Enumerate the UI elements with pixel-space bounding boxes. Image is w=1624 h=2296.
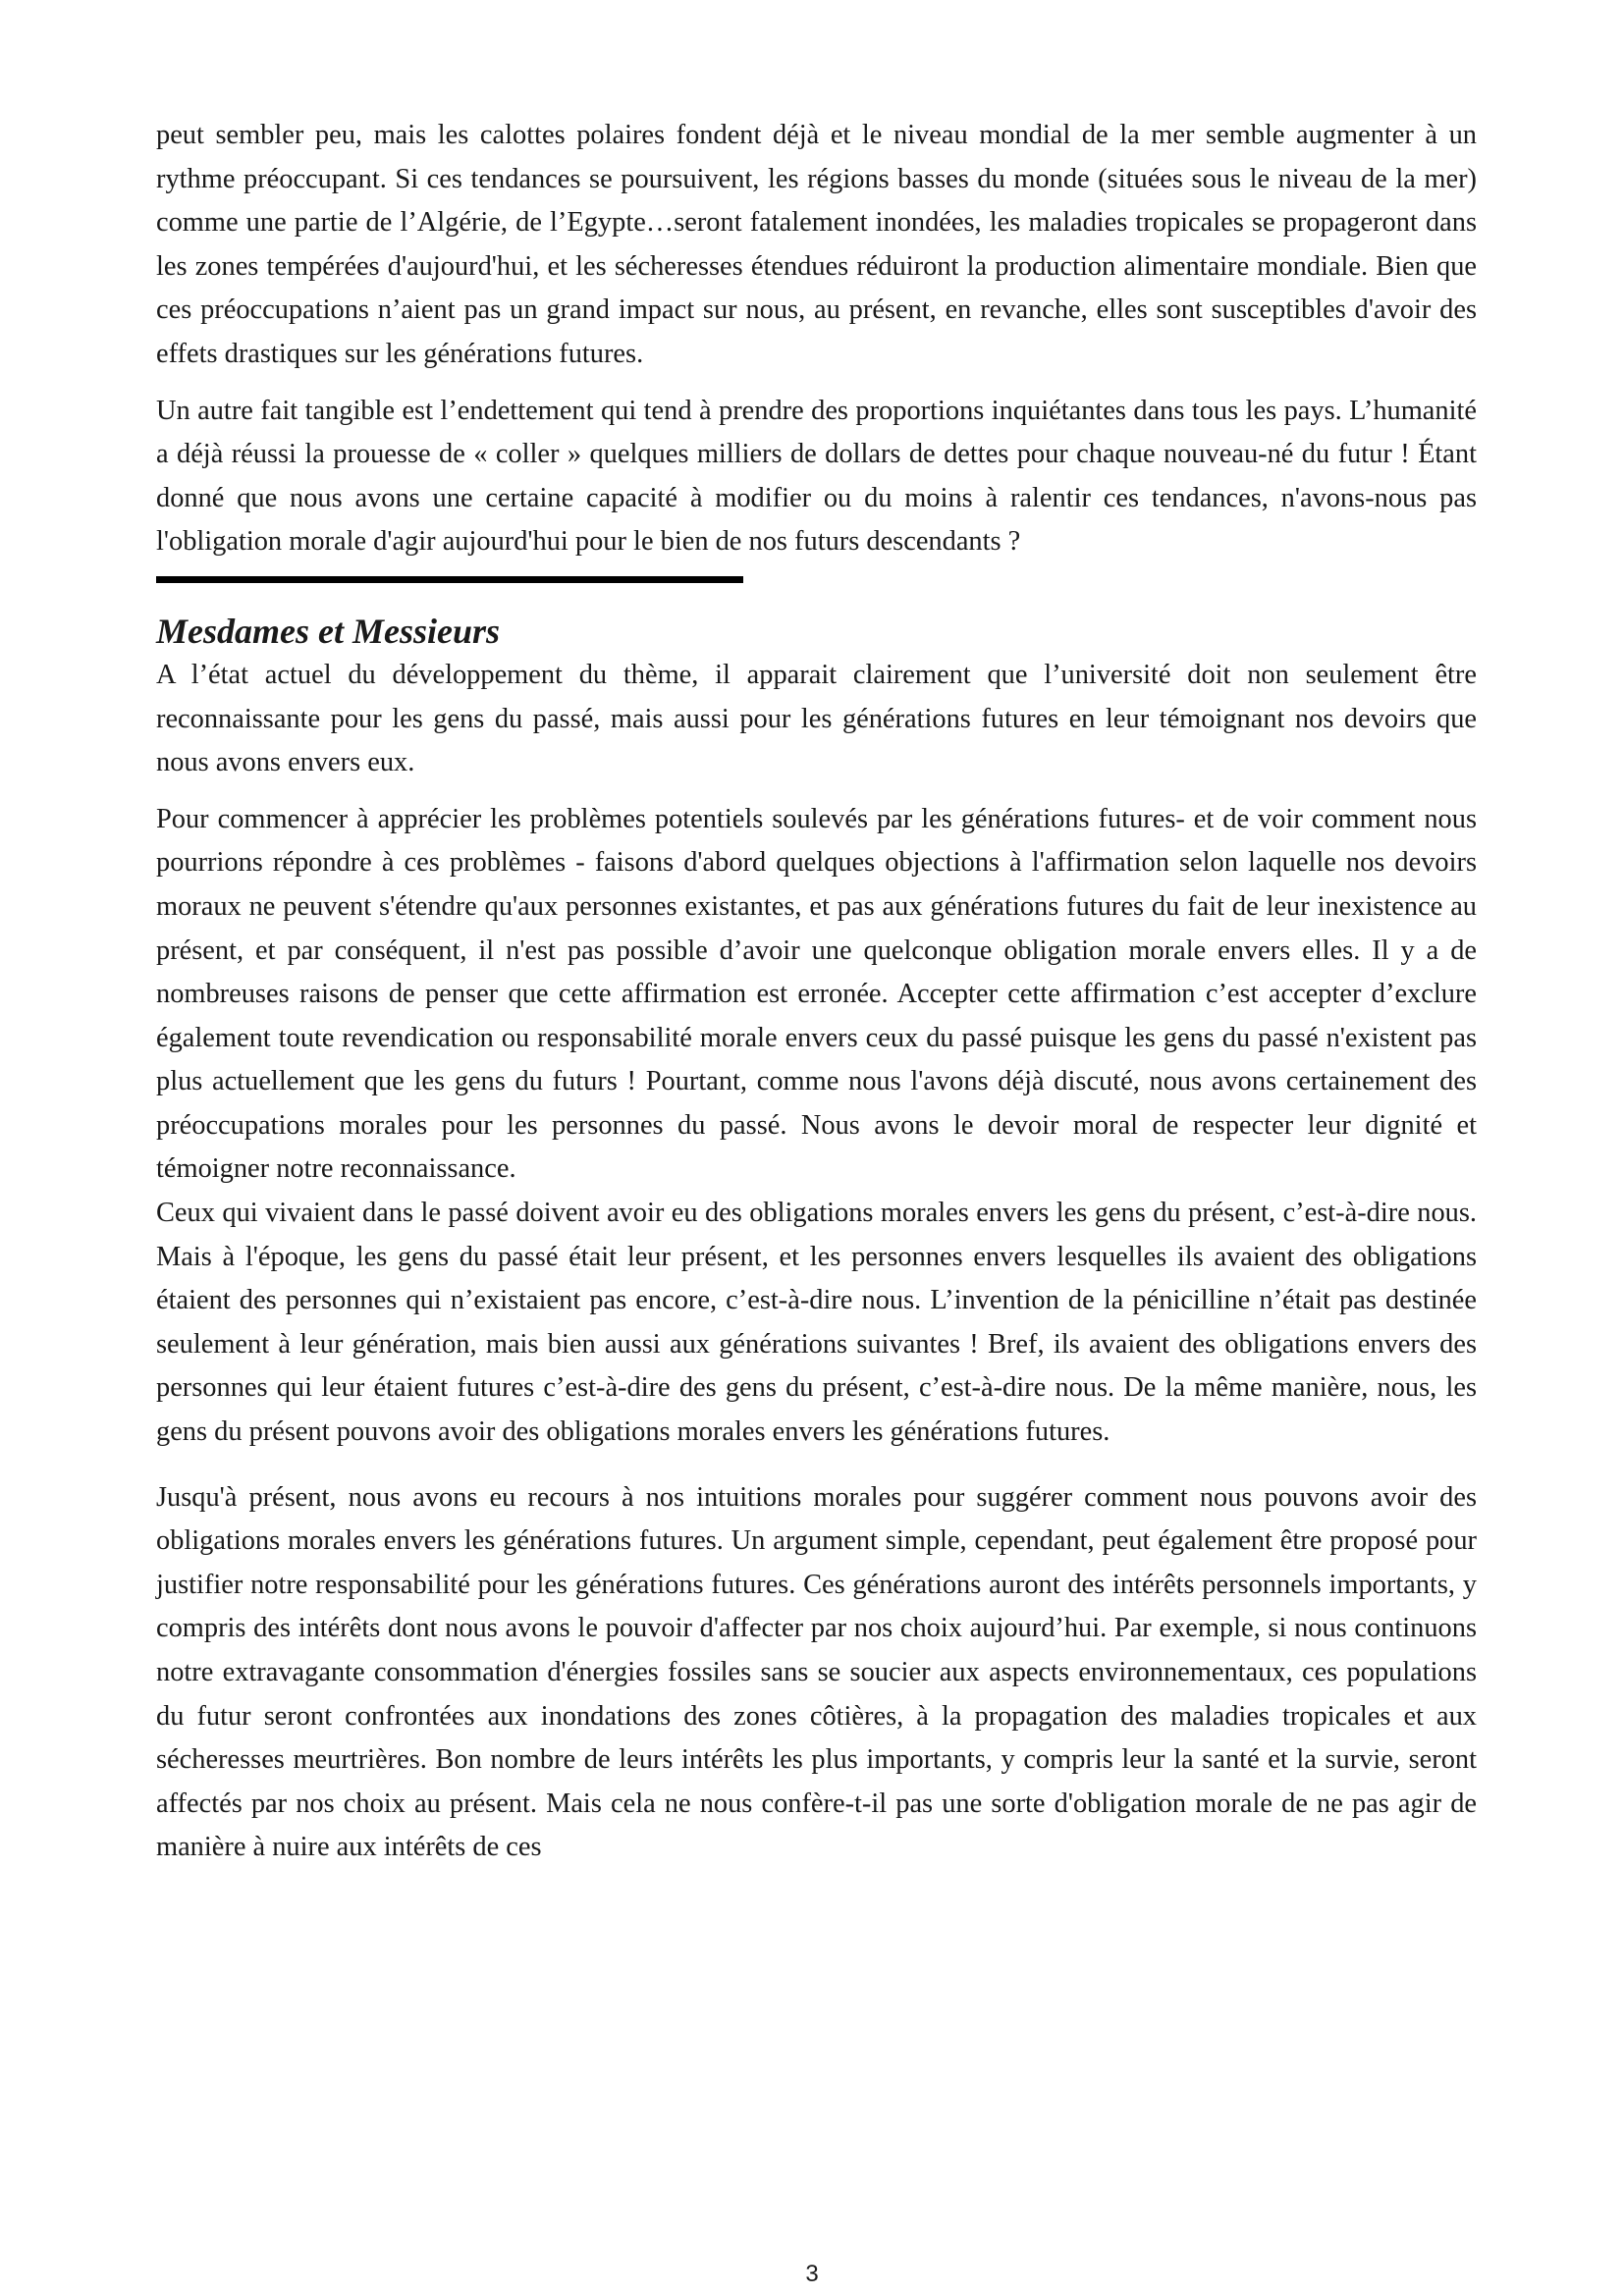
paragraph-climate-impact: peut sembler peu, mais les calottes polaires fondent déjà et le niveau mondial de la mer semble augmenter à un rythme préoccupant. Si ces tendances se poursuivent, les régions basses du monde (situées sous le niveau de la mer) comme une partie de l’Algérie, de l’Egypte…seront fatalement inondées, les maladies tropicales se propageront dans les zones tempérées d'aujourd'hui, et les sécheresses étendues réduiront la production alimentaire mondiale. Bien que ces préoccupations n’aient pas un grand impact sur nous, au présent, en revanche, elles sont susceptibles d'avoir des effets drastiques sur les générations futures. [156, 120, 1477, 369]
paragraph-debt: Un autre fait tangible est l’endettement qui tend à prendre des proportions inquiétantes dans tous les pays. L’humanité a déjà réussi la prouesse de « coller » quelques milliers de dollars de dettes pour chaque nouveau-né du futur ! Étant donné que nous avons une certaine capacité à modifier ou du moins à ralentir ces tendances, n'avons-nous pas l'obligation morale d'agir aujourd'hui pour le bien de nos futurs descendants ? [156, 395, 1477, 558]
section-heading: Mesdames et Messieurs [156, 611, 500, 651]
paragraph-university: A l’état actuel du développement du thème, il apparait clairement que l’université doit non seulement être reconnaissante pour les gens du passé, mais aussi pour les générations futures en leur témoignant nos devoirs que nous avons envers eux. [156, 659, 1477, 778]
section-divider [156, 576, 743, 583]
paragraph-moral-intuitions: Jusqu'à présent, nous avons eu recours à nos intuitions morales pour suggérer comment nous pouvons avoir des obligations morales envers les générations futures. Un argument simple, cependant, peut également être proposé pour justifier notre responsabilité pour les générations futures. Ces générations auront des intérêts personnels importants, y compris des intérêts dont nous avons le pouvoir d'affecter par nos choix aujourd’hui. Par exemple, si nous continuons notre extravagante consommation d'énergies fossiles sans se soucier aux aspects environnementaux, ces populations du futur seront confrontées aux inondations des zones côtières, à la propagation des maladies tropicales et aux sécheresses meurtrières. Bon nombre de leurs intérêts les plus importants, y compris leur la santé et la survie, seront affectés par nos choix au présent. Mais cela ne nous confère-t-il pas une sorte d'obligation morale de ne pas agir de manière à nuire aux intérêts de ces [156, 1481, 1477, 1863]
page-number: 3 [805, 2261, 819, 2287]
document-page [156, 114, 1477, 1870]
paragraph-objections: Pour commencer à apprécier les problèmes potentiels soulevés par les générations futures- et de voir comment nous pourrions répondre à ces problèmes - faisons d'abord quelques objections à l'affirmation selon laquelle nos devoirs moraux ne peuvent s'étendre qu'aux personnes existantes, et pas aux générations futures du fait de leur inexistence au présent, et par conséquent, il n'est pas possible d’avoir une quelconque obligation morale envers elles. Il y a de nombreuses raisons de penser que cette affirmation est erronée. Accepter cette affirmation c’est accepter d’exclure également toute revendication ou responsabilité morale envers ceux du passé puisque les gens du passé n'existent pas plus actuellement que les gens du futurs ! Pourtant, comme nous l'avons déjà discuté, nous avons certainement des préoccupations morales pour les personnes du passé. Nous avons le devoir moral de respecter leur dignité et témoigner notre reconnaissance. [156, 803, 1477, 1185]
paragraph-past-obligations: Ceux qui vivaient dans le passé doivent avoir eu des obligations morales envers les gens du présent, c’est-à-dire nous. Mais à l'époque, les gens du passé était leur présent, et les personnes envers lesquelles ils avaient des obligations étaient des personnes qui n’existaient pas encore, c’est-à-dire nous. L’invention de la pénicilline n’était pas destinée seulement à leur génération, mais bien aussi aux générations suivantes ! Bref, ils avaient des obligations envers des personnes qui leur étaient futures c’est-à-dire des gens du présent, c’est-à-dire nous. De la même manière, nous, les gens du présent pouvons avoir des obligations morales envers les générations futures. [156, 1198, 1477, 1448]
